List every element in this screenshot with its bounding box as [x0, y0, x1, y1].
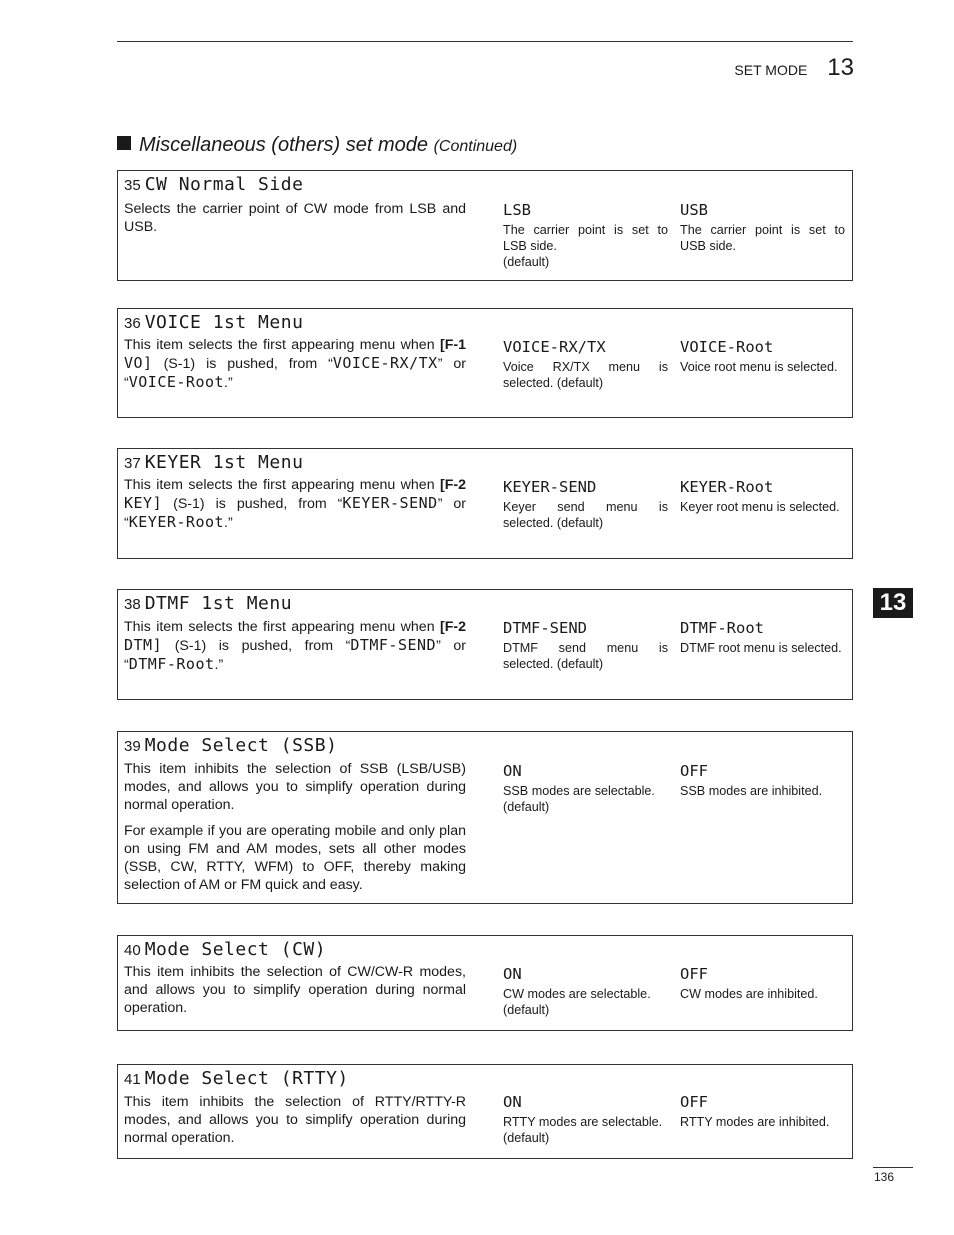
option-text: DTMF root menu is selected.	[680, 641, 842, 655]
item-description: This item inhibits the selection of RTTY/RTTY-R modes, and allows you to simplify operation during normal operation.	[124, 1094, 466, 1146]
section-title-text: Miscellaneous (others) set mode	[139, 134, 429, 156]
option-text: SSB modes are inhibited.	[680, 784, 823, 798]
item-title: VOICE 1st Menu	[144, 312, 304, 333]
footer-rule	[873, 1167, 913, 1168]
description-paragraph: For example if you are operating mobile and only plan on using FM and AM modes, sets all other modes (SSB, CW, RTTY, WFM) to OFF, thereby making selection of AM or FM quick and easy.	[124, 823, 466, 893]
lcd-option-2: VOICE-Root	[128, 373, 225, 391]
item-title: Mode Select (RTTY)	[144, 1068, 349, 1089]
option-name: USB	[680, 201, 708, 219]
option-1	[503, 337, 668, 391]
option-name: KEYER-SEND	[503, 478, 597, 496]
option-name: OFF	[680, 965, 708, 983]
item-number: 35	[124, 177, 141, 194]
item-description: This item inhibits the selection of CW/CW-R modes, and allows you to simplify operation during normal operation.	[124, 964, 466, 1016]
item-header	[124, 312, 303, 333]
option-text: Voice RX/TX menu is selected. (default)	[503, 360, 668, 390]
key-label: [F-2	[439, 619, 466, 635]
option-name: VOICE-Root	[680, 338, 774, 356]
item-description: This item selects the first appearing menu when [F-2 DTM] (S-1) is pushed, from “DTMF-SEND” or “DTMF-Root.”	[124, 619, 466, 673]
option-text: Voice root menu is selected.	[680, 360, 838, 374]
item-number: 38	[124, 596, 141, 613]
item-number: 39	[124, 738, 141, 755]
item-title: CW Normal Side	[144, 174, 304, 195]
option-text: The carrier point is set to LSB side.	[503, 223, 668, 253]
option-name: DTMF-Root	[680, 619, 764, 637]
key-lcd: VO]	[124, 354, 153, 372]
option-2	[680, 200, 845, 254]
option-name: OFF	[680, 1093, 708, 1111]
set-item-37	[117, 448, 853, 559]
top-rule	[117, 41, 853, 42]
item-number: 36	[124, 315, 141, 332]
set-item-40	[117, 935, 853, 1031]
item-header	[124, 939, 326, 960]
option-text: The carrier point is set to USB side.	[680, 223, 845, 253]
option-name: ON	[503, 762, 522, 780]
item-header	[124, 735, 337, 756]
set-item-41	[117, 1064, 853, 1159]
option-name: LSB	[503, 201, 531, 219]
lcd-option-2: DTMF-Root	[128, 655, 215, 673]
item-header	[124, 174, 303, 195]
option-text: RTTY modes are selectable.	[503, 1115, 663, 1129]
option-1	[503, 1092, 668, 1146]
section-continued: (Continued)	[433, 138, 518, 155]
option-default: (default)	[503, 800, 550, 814]
lcd-option-2: KEYER-Root	[128, 513, 225, 531]
key-label: [F-2	[439, 477, 466, 493]
item-header	[124, 452, 303, 473]
option-text: RTTY modes are inhibited.	[680, 1115, 830, 1129]
option-name: KEYER-Root	[680, 478, 774, 496]
option-1	[503, 200, 668, 270]
set-item-36	[117, 308, 853, 418]
option-1	[503, 477, 668, 531]
item-title: Mode Select (CW)	[144, 939, 327, 960]
option-2	[680, 761, 845, 799]
option-text: Keyer root menu is selected.	[680, 500, 840, 514]
option-text: DTMF send menu is selected. (default)	[503, 641, 668, 671]
header-label: SET MODE	[734, 62, 808, 78]
option-default: (default)	[503, 255, 550, 269]
option-name: ON	[503, 1093, 522, 1111]
item-title: KEYER 1st Menu	[144, 452, 304, 473]
page-header	[734, 54, 854, 82]
item-number: 37	[124, 455, 141, 472]
item-description	[124, 760, 466, 902]
lcd-option-1: VOICE-RX/TX	[332, 354, 438, 372]
option-1	[503, 618, 668, 672]
option-1	[503, 964, 668, 1018]
option-text: SSB modes are selectable.	[503, 784, 655, 798]
item-title: DTMF 1st Menu	[144, 593, 293, 614]
option-2	[680, 964, 845, 1002]
option-text: CW modes are selectable.	[503, 987, 651, 1001]
chapter-tab: 13	[873, 588, 913, 618]
option-default: (default)	[503, 1131, 550, 1145]
option-text: CW modes are inhibited.	[680, 987, 818, 1001]
lcd-option-1: KEYER-SEND	[342, 494, 438, 512]
item-header	[124, 593, 292, 614]
key-lcd: KEY]	[124, 494, 163, 512]
option-1	[503, 761, 668, 815]
item-description: This item selects the first appearing menu when [F-2 KEY] (S-1) is pushed, from “KEYER-SEND” or “KEYER-Root.”	[124, 477, 467, 531]
section-title	[117, 134, 517, 157]
item-number: 41	[124, 1071, 141, 1088]
option-name: DTMF-SEND	[503, 619, 587, 637]
item-title: Mode Select (SSB)	[144, 735, 338, 756]
key-lcd: DTM]	[124, 636, 163, 654]
option-text: Keyer send menu is selected. (default)	[503, 500, 668, 530]
option-2	[680, 618, 845, 656]
page-number: 136	[874, 1170, 895, 1184]
description-paragraph: This item inhibits the selection of SSB (LSB/USB) modes, and allows you to simplify operation during normal operation.	[124, 761, 466, 813]
item-description: This item selects the first appearing menu when [F-1 VO] (S-1) is pushed, from “VOICE-RX/TX” or “VOICE-Root.”	[124, 337, 467, 391]
option-name: OFF	[680, 762, 708, 780]
option-name: VOICE-RX/TX	[503, 338, 606, 356]
option-2	[680, 1092, 845, 1130]
set-item-35	[117, 170, 853, 281]
key-label: [F-1	[439, 337, 466, 353]
option-name: ON	[503, 965, 522, 983]
option-default: (default)	[503, 1003, 550, 1017]
item-description: Selects the carrier point of CW mode from LSB and USB.	[124, 201, 466, 235]
set-item-39	[117, 731, 853, 904]
chapter-number: 13	[827, 54, 854, 81]
lcd-option-1: DTMF-SEND	[350, 636, 437, 654]
option-2	[680, 337, 845, 375]
item-header	[124, 1068, 349, 1089]
option-2	[680, 477, 845, 515]
set-item-38	[117, 589, 853, 700]
item-number: 40	[124, 942, 141, 959]
square-bullet-icon	[117, 136, 131, 150]
